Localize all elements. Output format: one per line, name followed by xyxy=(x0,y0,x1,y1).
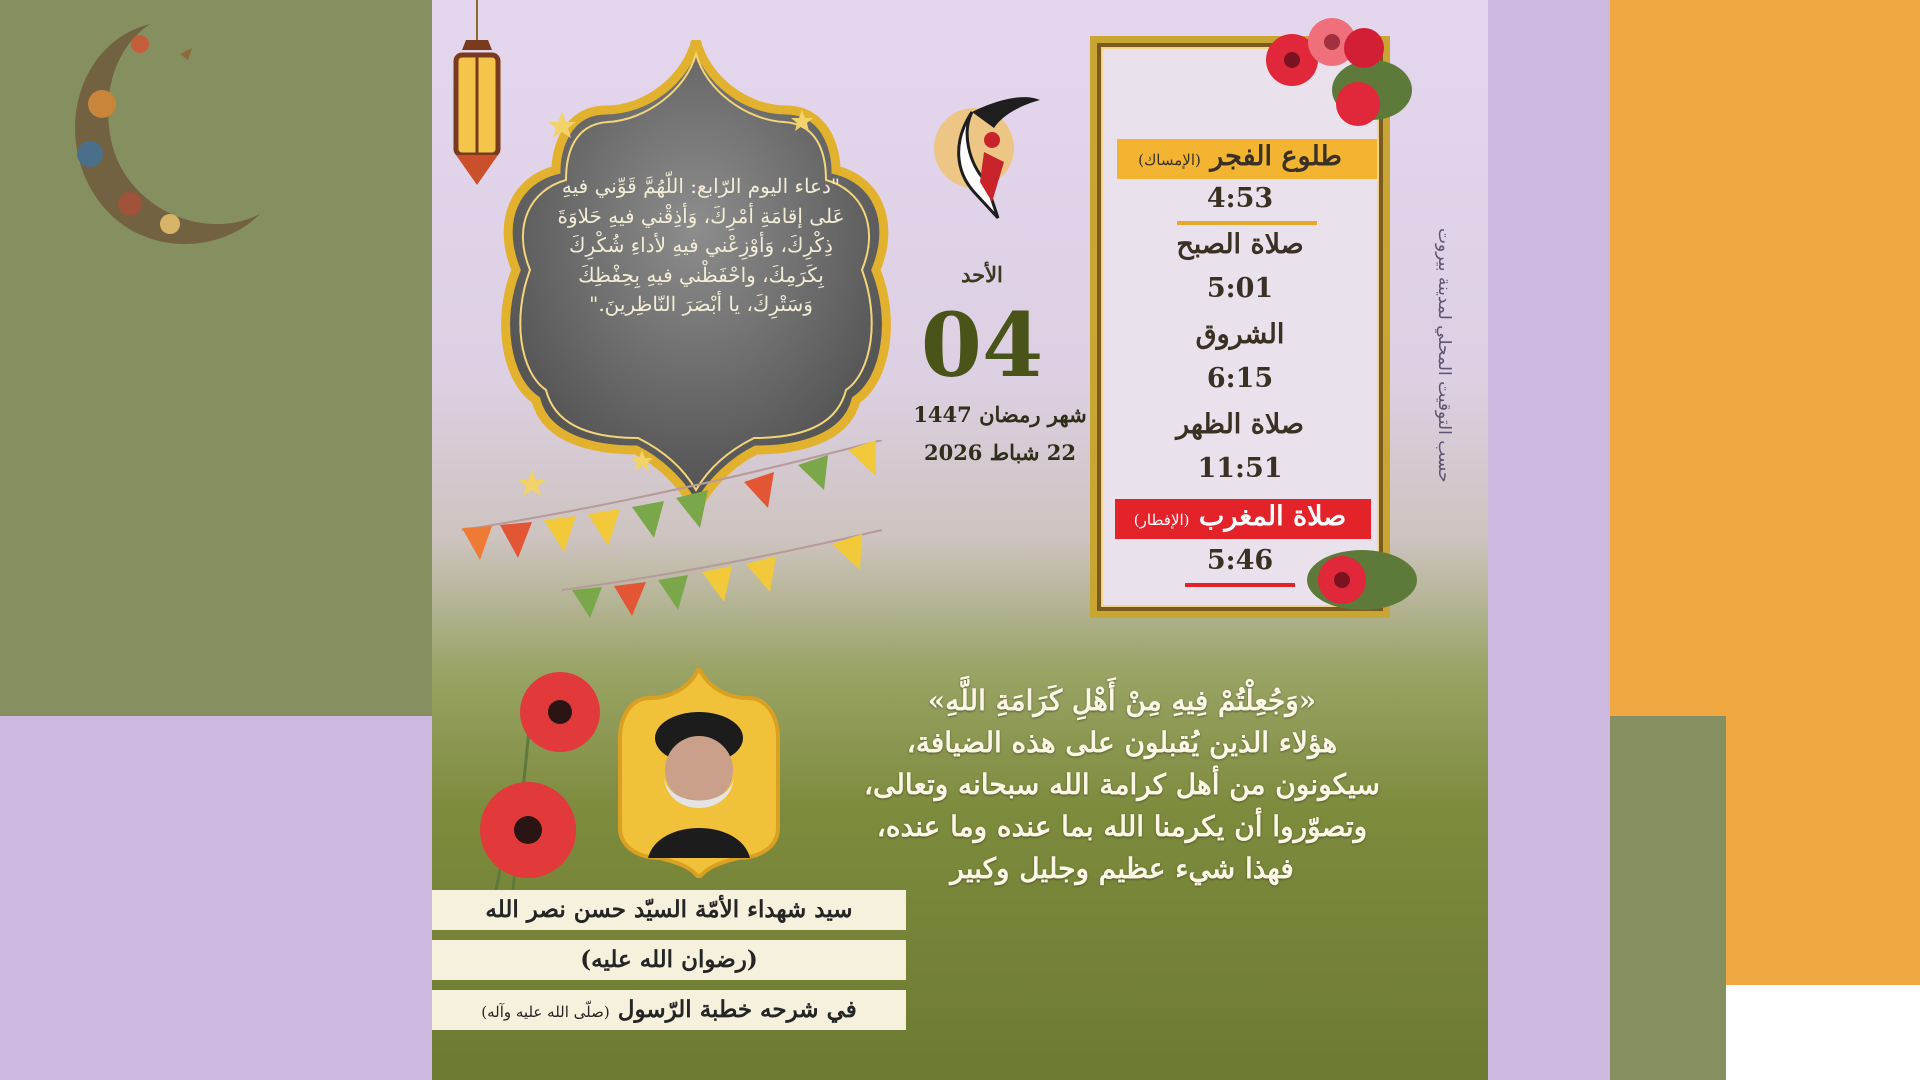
prayer-time-dhuhr: 11:51 xyxy=(1197,453,1283,484)
bunting-flags-decoration xyxy=(452,440,932,640)
prayer-label-shuruq: الشروق xyxy=(1195,319,1285,350)
background-panel-green-right xyxy=(1610,716,1726,1080)
roses-decoration-icon xyxy=(1252,0,1412,150)
gregorian-date: 22 شباط 2026 xyxy=(923,440,1077,465)
caption-source xyxy=(432,990,906,1030)
background-panel-lavender xyxy=(0,716,432,1080)
prayer-time-fajr: 4:53 xyxy=(1206,183,1274,214)
crescent-moon-icon xyxy=(30,14,270,264)
hijri-date: شهر رمضان 1447 xyxy=(913,402,1087,427)
prayer-time-subh: 5:01 xyxy=(1206,273,1274,304)
divider xyxy=(1177,221,1317,225)
divider xyxy=(1185,583,1295,587)
caption-source-note: (صلّى الله عليه وآله) xyxy=(481,1003,610,1021)
quote-line: هؤلاء الذين يُقبلون على هذه الضيافة، xyxy=(906,726,1338,759)
prayer-note: (الإمساك) xyxy=(1138,151,1201,169)
quote-line: سيكونون من أهل كرامة الله سبحانه وتعالى، xyxy=(864,768,1380,801)
roses-decoration-icon xyxy=(1292,520,1422,630)
quote-line: فهذا شيء عظيم وجليل وكبير xyxy=(950,852,1294,885)
emblem-logo-icon xyxy=(922,92,1042,222)
prayer-note: (الإفطار) xyxy=(1133,511,1190,529)
portrait-image xyxy=(618,668,780,878)
day-number: 04 xyxy=(920,293,1044,397)
prayer-label-dhuhr: صلاة الظهر xyxy=(1176,409,1304,440)
dua-text: "دعاء اليوم الرّابع: اللّهُمَّ قَوِّني فيهِ عَلى إقامَةِ أمْرِكَ، وَأذِقْني فيهِ حَلاوَةَ ذِكْرِكَ، وَأوْزِعْني فيهِ لأداءِ شُكْرِكَ بِكَرَمِكَ، واحْفَظْني فيهِ بِحِفْظِكَ وَسَتْرِكَ، يا أبْصَرَ النّاظِرينَ." xyxy=(557,174,845,316)
prayer-time-maghrib: 5:46 xyxy=(1206,545,1274,576)
caption-blessing: (رضوان الله عليه) xyxy=(432,940,906,980)
poster xyxy=(432,0,1488,1080)
quote-verse: «وَجُعِلْتُمْ فِيهِ مِنْ أَهْلِ كَرَامَةِ اللَّهِ» xyxy=(927,684,1317,717)
quote-line: وتصوّروا أن يكرمنا الله بما عنده وما عنده، xyxy=(876,810,1368,843)
prayer-name: صلاة المغرب xyxy=(1198,501,1347,532)
caption-name: سيد شهداء الأمّة السيّد حسن نصر الله xyxy=(432,890,906,930)
prayer-time-shuruq: 6:15 xyxy=(1206,363,1274,394)
timezone-note: حسب التوقيت المحلي لمدينة بيروت xyxy=(1434,227,1454,483)
day-name: الأحد xyxy=(961,262,1003,287)
background-panel-lavender-right xyxy=(1488,0,1610,1080)
prayer-name: طلوع الفجر xyxy=(1210,141,1342,172)
quote-block xyxy=(782,680,1462,890)
caption-source-text: في شرحه خطبة الرّسول xyxy=(617,996,857,1023)
prayer-label-subh: صلاة الصبح xyxy=(1176,229,1304,260)
background-panel-white xyxy=(1726,985,1920,1080)
poppy-flowers-decoration-icon xyxy=(432,640,632,920)
